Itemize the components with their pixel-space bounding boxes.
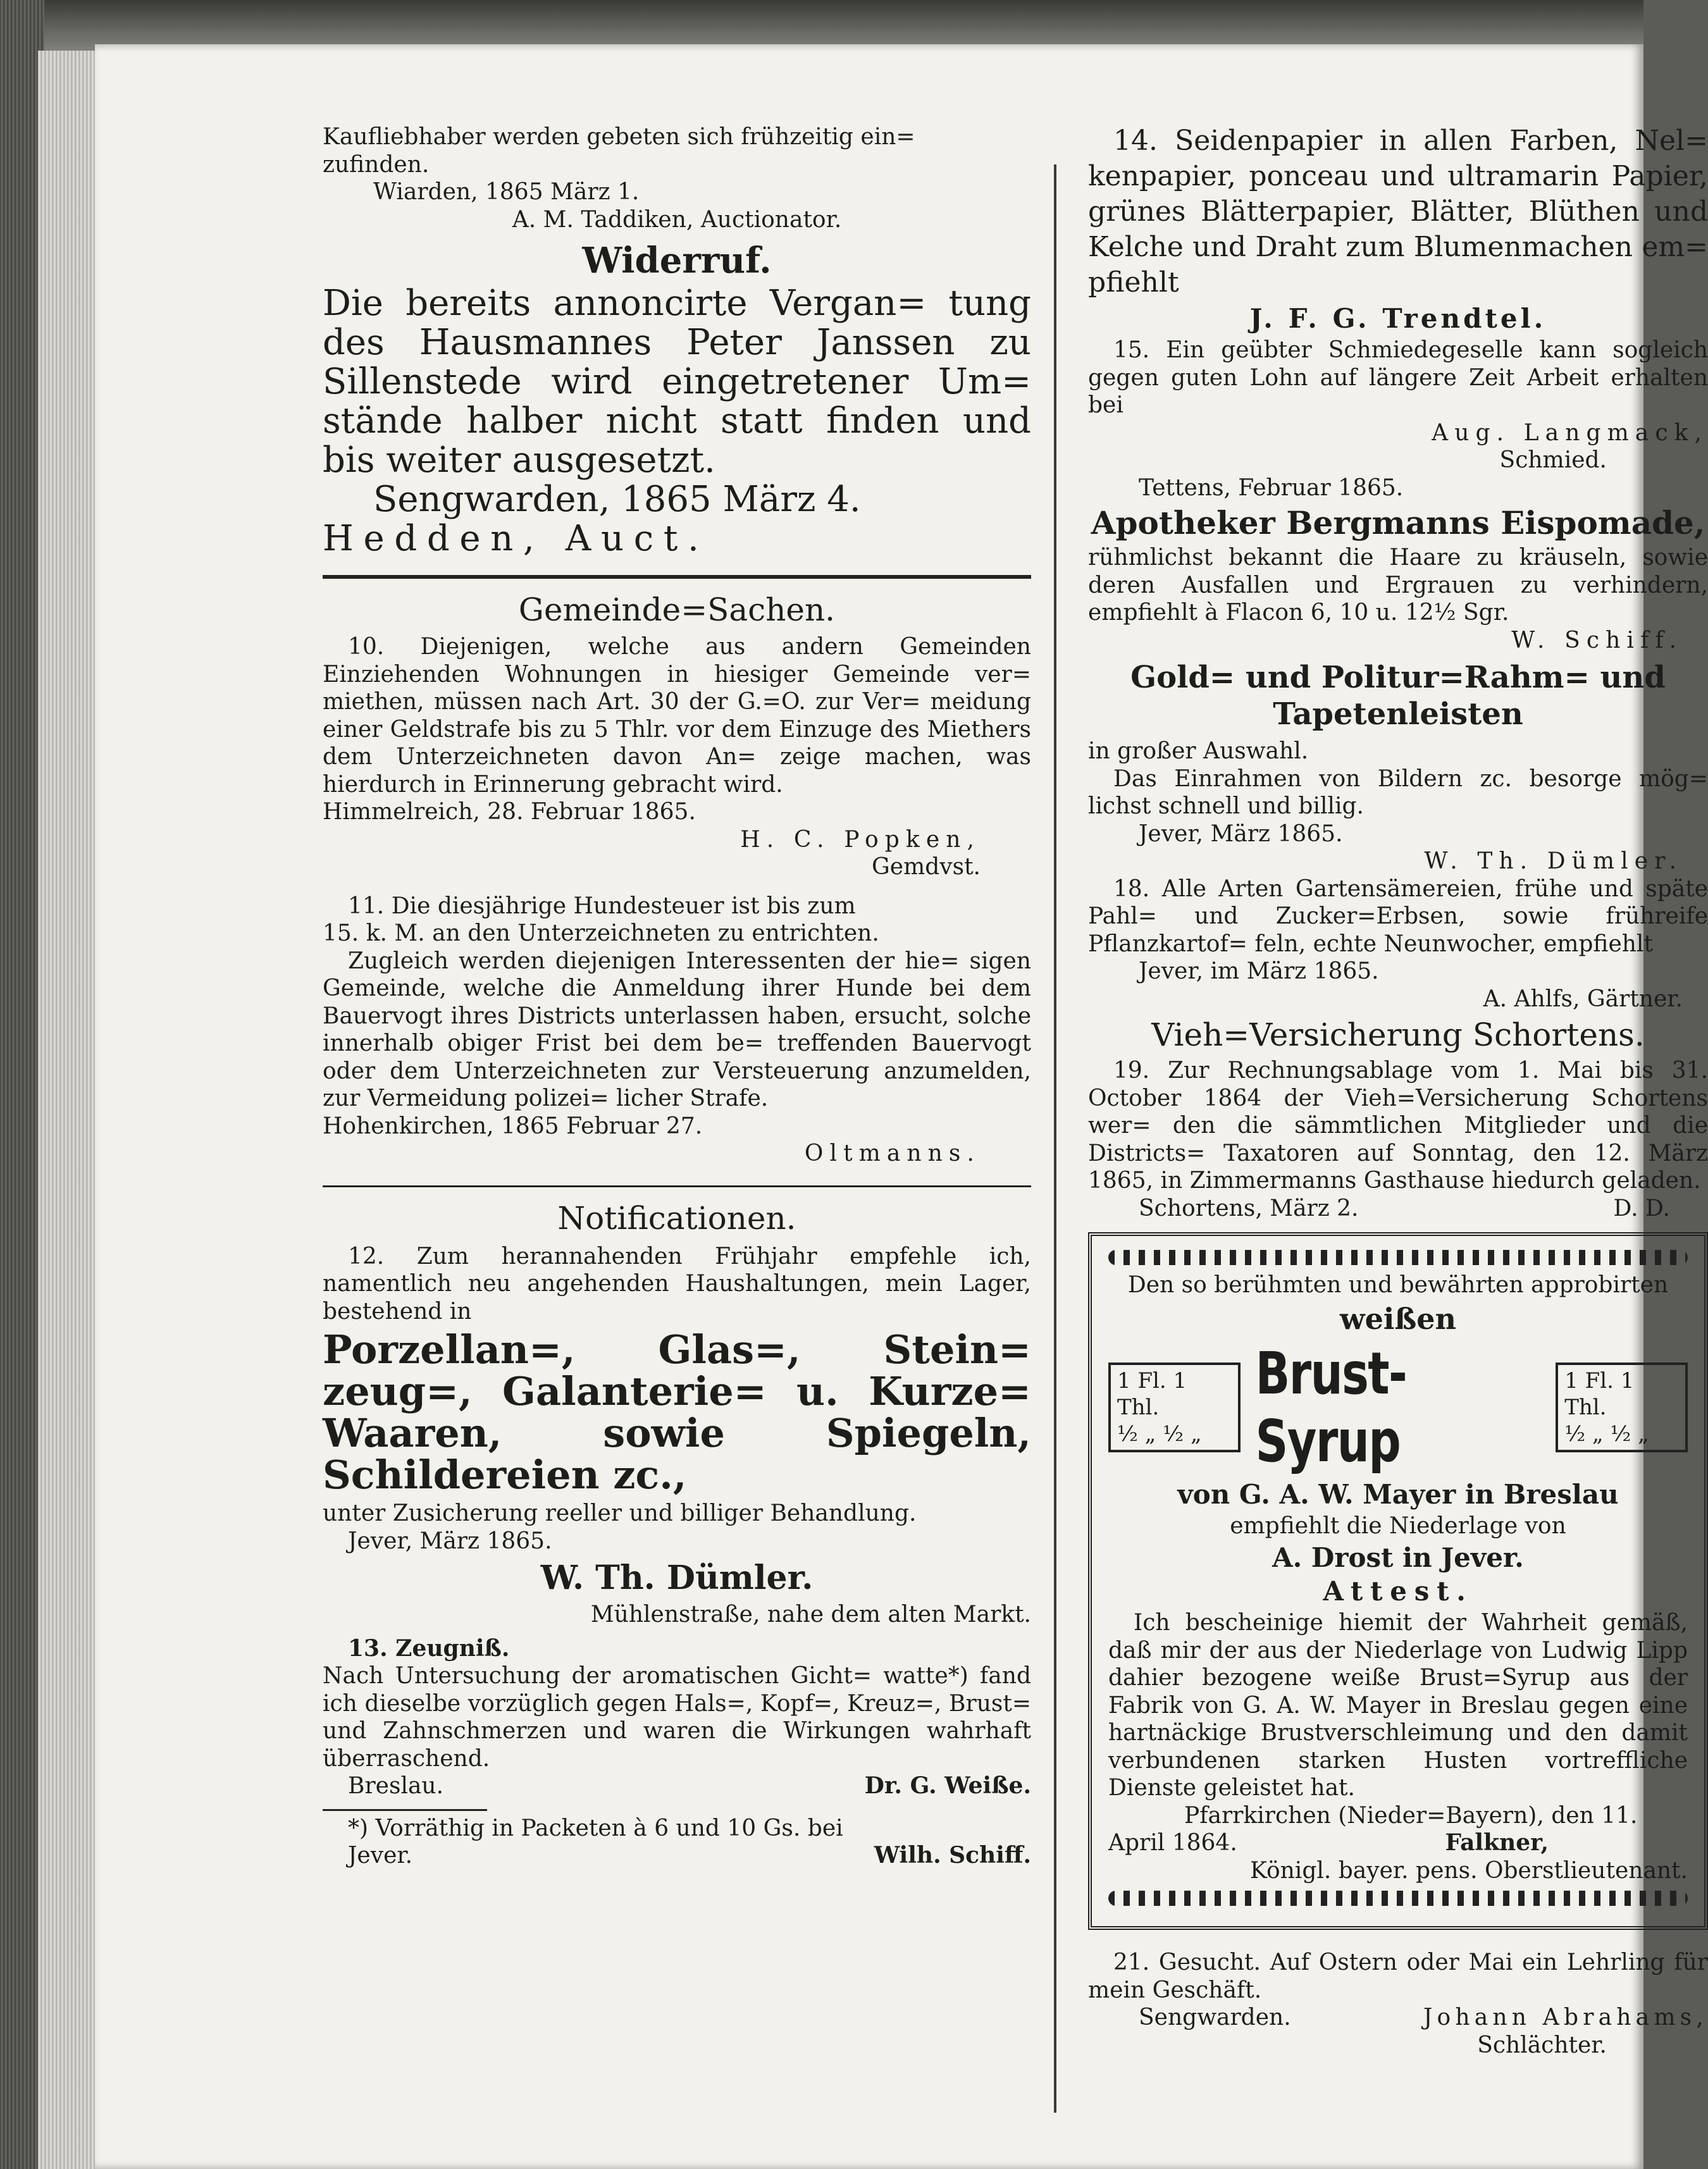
price-left-line1: 1 Fl. 1 Thl. — [1117, 1368, 1187, 1420]
gold-title: Gold= und Politur=Rahm= und Tapetenleisten — [1130, 660, 1666, 732]
advert-niederlage: empfiehlt die Niederlage von — [1230, 1512, 1566, 1539]
apotheker-title: Apotheker Bergmanns Eispomade, — [1091, 504, 1705, 541]
vieh-title: Vieh=Versicherung Schortens. — [1151, 1017, 1645, 1053]
item-19-text: 19. Zur Rechnungsablage vom 1. Mai bis 31. October 1864 der Vieh=Versicherung Schortens wer= den die sämmtlichen Mitglieder und die Districts= Taxatoren auf Sonntag, den 12. März 1865, in Zimmermanns Gasthause hiedurch geladen. — [1088, 1058, 1708, 1194]
advert-signature-name: Falkner, — [1445, 1829, 1549, 1856]
item-12-text: 12. Zum herannahenden Frühjahr empfehle ich, namentlich neu angehenden Haushaltungen, mein Lager, bestehend in — [323, 1243, 1031, 1325]
widerruf-date: Sengwarden, 1865 März 4. — [373, 479, 861, 520]
item-12-date: Jever, März 1865. — [348, 1528, 552, 1554]
item-13-text: Nach Untersuchung der aromatischen Gicht= watte*) fand ich dieselbe vorzüglich gegen Hals=, Kopf=, Kreuz=, Brust= und Zahnschmerzen und waren die Wirkungen wahrhaft überraschend. — [323, 1663, 1031, 1772]
advert-date-line2 — [1108, 1829, 1688, 1857]
item-18-date: Jever, im März 1865. — [1139, 958, 1379, 984]
item-15-text: 15. Ein geübter Schmiedegeselle kann sogleich gegen guten Lohn auf längere Zeit Arbeit erhalten bei — [1088, 337, 1708, 418]
footnote-signature: Wilh. Schiff. — [874, 1842, 1031, 1869]
item-10-text: 10. Diejenigen, welche aus andern Gemeinden Einziehenden Wohnungen in hiesiger Gemeinde ver= miethen, müssen nach Art. 30 der G.=O. zur Ver= meidung einer Geldstrafe bis zu 5 Thlr. vor dem Einzuge des Miethers dem Unterzeichneten davon An= zeige machen, was hierdurch in Erinnerung gebracht wird. — [323, 634, 1031, 798]
price-box-right — [1556, 1363, 1688, 1452]
widerruf-title: Widerruf. — [582, 240, 772, 281]
item-19-date: Schortens, März 2. — [1139, 1195, 1359, 1221]
ornament-border-top — [1108, 1250, 1688, 1265]
divider — [323, 575, 1031, 579]
item-14-text: 14. Seidenpapier in allen Farben, Nel= kenpapier, ponceau und ultramarin Papier, grünes Blätterpapier, Blätter, Blüthen und Kelche und Draht zum Blumenmachen em= pfiehlt — [1088, 125, 1708, 299]
right-column — [1088, 123, 1708, 2059]
item-12-note: unter Zusicherung reeller und billiger Behandlung. — [323, 1500, 917, 1526]
widerruf-signature: Hedden, Auct. — [323, 518, 709, 559]
notificationen-title: Notificationen. — [557, 1199, 796, 1237]
footnote-rule — [323, 1809, 487, 1811]
item-21-title: Schlächter. — [1477, 2032, 1607, 2058]
item-15-title: Schmied. — [1499, 447, 1607, 473]
item-18-signature: A. Ahlfs, Gärtner. — [1483, 986, 1683, 1012]
left-column — [323, 123, 1031, 1870]
advert-intro: Den so berühmten und bewährten approbirten — [1127, 1272, 1669, 1298]
item-12-address: Mühlenstraße, nahe dem alten Markt. — [590, 1602, 1031, 1628]
price-right-line1: 1 Fl. 1 Thl. — [1564, 1368, 1635, 1420]
item-13-signature-line — [323, 1772, 1031, 1800]
item-10-signature: H. C. Popken, — [740, 826, 981, 853]
item-21-text: 21. Gesucht. Auf Ostern oder Mai ein Lehrling für mein Geschäft. — [1088, 1950, 1708, 2003]
item-11-line1: 11. Die diesjährige Hundesteuer ist bis zum — [348, 893, 856, 919]
advert-maker: von G. A. W. Mayer in Breslau — [1177, 1478, 1619, 1510]
price-left-line2: ½ „ ½ „ — [1117, 1421, 1202, 1447]
advert-product-row — [1108, 1340, 1688, 1475]
advert-signature-title: Königl. bayer. pens. Oberstlieutenant. — [1250, 1857, 1688, 1884]
gold-text-2: Das Einrahmen von Bildern zc. besorge mög= lichst schnell und billig. — [1088, 765, 1708, 819]
wiarden-signature: A. M. Taddiken, Auctionator. — [512, 206, 842, 233]
advert-dealer: A. Drost in Jever. — [1272, 1542, 1524, 1573]
wiarden-date: Wiarden, 1865 März 1. — [373, 179, 640, 205]
advert-attest: Attest. — [1323, 1576, 1473, 1607]
apotheker-signature: W. Schiff. — [1511, 627, 1683, 653]
footnote-text: *) Vorräthig in Packeten à 6 und 10 Gs. bei — [348, 1815, 843, 1841]
item-15-signature: Aug. Langmack, — [1432, 419, 1708, 446]
footnote-signature-line — [323, 1842, 1031, 1870]
item-10-date: Himmelreich, 28. Februar 1865. — [323, 799, 696, 825]
column-separator — [1054, 164, 1056, 2113]
price-box-left — [1108, 1363, 1241, 1452]
item-19-signature: D. D. — [1613, 1195, 1670, 1221]
item-11-date: Hohenkirchen, 1865 Februar 27. — [323, 1113, 703, 1139]
advert-attest-text: Ich bescheinige hiemit der Wahrheit gemäß, daß mir der aus der Niederlage von Ludwig Lipp dahier bezogene weiße Brust=Syrup aus der Fabrik von G. A. W. Mayer in Breslau gegen eine hartnäckige Brustverschleimung und den damit verbundenen starken Husten vortreffliche Dienste geleistet hat. — [1108, 1610, 1688, 1801]
brust-syrup-advert — [1088, 1232, 1708, 1930]
widerruf-text: Die bereits annoncirte Vergan= tung des Hausmannes Peter Janssen zu Sillenstede wird eingetretener Um= stände halber nicht statt finden und bis weiter ausgesetzt. — [323, 283, 1031, 481]
gold-date: Jever, März 1865. — [1139, 820, 1343, 847]
item-15-date: Tettens, Februar 1865. — [1139, 474, 1404, 501]
item-14-signature: J. F. G. Trendtel. — [1249, 303, 1547, 334]
apotheker-text: rühmlichst bekannt die Haare zu kräuseln, sowie deren Ausfallen und Ergrauen zu verhindern, empfiehlt à Flacon 6, 10 u. 12½ Sgr. — [1088, 545, 1708, 626]
price-right-line2: ½ „ ½ „ — [1564, 1421, 1649, 1447]
item-10-title: Gemdvst. — [872, 854, 981, 880]
item-12-goods: Porzellan=, Glas=, Stein= zeug=, Galanterie= u. Kurze= Waaren, sowie Spiegeln, Schildereien zc., — [323, 1326, 1031, 1498]
newspaper-page — [95, 44, 1708, 2169]
item-19-signature-line — [1088, 1195, 1708, 1223]
item-13-place: Breslau. — [348, 1773, 444, 1799]
product-name: Brust-Syrup — [1255, 1339, 1407, 1475]
gold-signature: W. Th. Dümler. — [1424, 848, 1683, 874]
divider — [323, 1185, 1031, 1187]
item-11-signature: Oltmanns. — [804, 1140, 981, 1166]
ornament-border-bottom — [1108, 1891, 1688, 1906]
advert-weissen: weißen — [1340, 1301, 1456, 1336]
auction-note: Kaufliebhaber werden gebeten sich frühzeitig ein= zufinden. — [323, 124, 915, 178]
item-18-text: 18. Alle Arten Gartensämereien, frühe und späte Pahl= und Zucker=Erbsen, sowie frühreife Pflanzkartof= feln, echte Neunwocher, empfiehlt — [1088, 875, 1708, 957]
gemeinde-title: Gemeinde=Sachen. — [518, 591, 836, 628]
item-21-signature: Johann Abrahams, — [1423, 2005, 1708, 2030]
footnote-place: Jever. — [348, 1843, 413, 1869]
item-11-text: Zugleich werden diejenigen Interessenten der hie= sigen Gemeinde, welche die Anmeldung ihrer Hunde bei dem Bauervogt ihres Districts unterlassen haben, ersucht, solche innerhalb obiger Frist bei dem be= treffenden Bauervogt oder dem Unterzeichneten zur Versteuerung anzumelden, zur Vermeidung polizei= licher Strafe. — [323, 948, 1031, 1111]
item-21-place: Sengwarden. — [1139, 2005, 1291, 2030]
item-21-signature-line — [1088, 2004, 1708, 2032]
advert-date: Pfarrkirchen (Nieder=Bayern), den 11. — [1184, 1802, 1638, 1829]
gold-text: in großer Auswahl. — [1088, 738, 1309, 764]
item-12-signature: W. Th. Dümler. — [540, 1559, 814, 1597]
item-11-line2: 15. k. M. an den Unterzeichneten zu entrichten. — [323, 920, 879, 946]
item-13-heading: 13. Zeugniß. — [348, 1634, 510, 1662]
advert-date-2: April 1864. — [1108, 1830, 1237, 1856]
item-13-signature: Dr. G. Weiße. — [864, 1772, 1031, 1799]
